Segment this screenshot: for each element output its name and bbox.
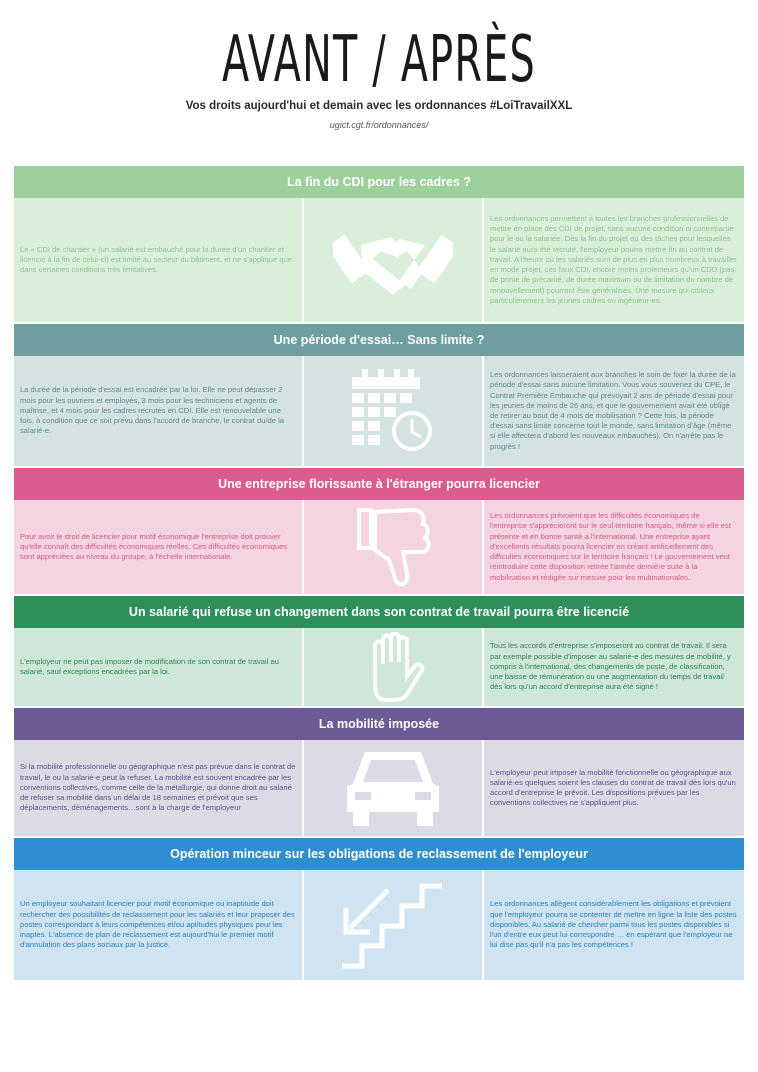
handshake-icon [304, 198, 482, 322]
section-title: Un salarié qui refuse un changement dans son contrat de travail pourra être licencié [14, 596, 744, 628]
after-text: L'employeur peut imposer la mobilité fonctionnelle ou géographique aux salarié-es quelques soient les clauses du contrat de travail dès lors qu'un accord d'entreprise le prévoit. Les dispositions prévues par les conventions collectives ne s'appliquent plus. [490, 767, 736, 808]
section-periode-essai [14, 324, 744, 466]
after-panel [484, 500, 744, 594]
before-text: Le « CDI de chantier » (un salarié est embauché pour la durée d'un chantier et licencié à la fin de celui-ci) est limité au secteur du bâtiment, et ne s'applique que dans certaines conditions très limitatives. [20, 244, 293, 275]
stairs-down-icon [304, 870, 482, 980]
after-text: Les ordonnances laisseraient aux branches le soin de fixer la durée de la période d'essai sans aucune limitation. Vous vous souvenez du CPE, le Contrat Première Embauche qui prévoyait 2 ans de période d'essai pour les jeunes de moins de 26 ans, et que le gouvernement avait été obligé de retirer au bout de 4 mois de mobilisation ? Cette fois, la période d'essai sans limite concerne tout le monde, sans limitation d'âge (même si elle affectera d'abord les nouveaux embauchés). On n'arrête pas le progrès ! [490, 370, 736, 451]
before-text: L'employeur ne peut pas imposer de modification de son contrat de travail au salarié, sauf exceptions encadrées par la loi. [20, 656, 279, 676]
source-url[interactable]: ugict.cgt.fr/ordonnances/ [329, 120, 429, 130]
before-text: Un employeur souhaitant licencier pour motif économique ou inaptitude doit rechercher des possibilités de reclassement pour les salariés et leur proposer des postes correspondant à leurs compétences et/ou aptitudes physiques pour les inaptes. L'absence de plan de reclassement est aujourd'hui le premier motif d'annulation des plans sociaux par la justice. [20, 899, 295, 950]
section-title: Une entreprise florissante à l'étranger pourra licencier [14, 468, 744, 500]
section-title: Une période d'essai… Sans limite ? [14, 324, 744, 356]
section-title: Opération minceur sur les obligations de reclassement de l'employeur [14, 838, 744, 870]
page-subtitle: Vos droits aujourd'hui et demain avec les ordonnances #LoiTravailXXL [185, 100, 573, 112]
after-panel [484, 356, 744, 466]
car-icon [304, 740, 482, 836]
section-reclassement [14, 838, 744, 980]
before-panel [14, 356, 302, 466]
before-text: La durée de la période d'essai est encadrée par la loi. Elle ne peut dépasser 2 mois pour les ouvriers et employés, 3 mois pour les techniciens et agents de maîtrise, et 4 mois pour les cadres recrutés en CDI. Elle est renouvelable une fois, à condition que ce soit prévu dans l'accord de branche, le contrat du/de la salarié-e. [20, 385, 285, 436]
after-panel [484, 740, 744, 836]
before-panel [14, 870, 302, 980]
section-title: La fin du CDI pour les cadres ? [14, 166, 744, 198]
thumbs-down-icon [304, 500, 482, 594]
page-header [0, 0, 758, 150]
after-text: Les ordonnances allègent considérablement les obligations et prévoient que l'employeur pourra se contenter de mettre en ligne la liste des postes disponibles. Au salarié de chercher parmi tous les postes disponibles si l'un d'entre eux peut lui correspondre … en espérant que l'employeur ne lui dise pas qu'il n'a pas les compétences ! [490, 899, 737, 950]
before-text: Pour avoir le droit de licencier pour motif économique l'entreprise doit prouver qu'elle connaît des difficultés économiques réelles. Ces difficultés économiques sont appréciées au niveau du groupe, à l'échelle internationale. [20, 531, 288, 562]
section-title: La mobilité imposée [14, 708, 744, 740]
after-panel [484, 870, 744, 980]
after-panel [484, 628, 744, 706]
before-panel [14, 628, 302, 706]
section-refus-changement-contrat [14, 596, 744, 706]
after-text: Les ordonnances permettent à toutes les branches professionnelles de mettre en place des CDI de projet, sans aucune condition ni contrepartie pour le ou la salariée. Dès la fin du projet ou des tâches pour lesquelles le salarié aura été recruté, l'employeur pourra mettre fin au contrat de travail. A l'heure où les salariés sont de plus en plus nombreux à travailler en mode projet, ces faux CDI, encore moins protecteurs qu'un CDD (pas de prime de précarité, de durée maximum ou de limitation du nombre de renouvellement) pourront être généralisés. Une mesure qui ciblera particulièrement les jeunes cadres ou ingénieur-es. [490, 214, 737, 305]
section-mobilite [14, 708, 744, 836]
before-panel [14, 500, 302, 594]
before-text: Si la mobilité professionnelle ou géographique n'est pas prévue dans le contrat de travail, le ou la salarié-e peut la refuser. La mobilité est souvent encadrée par les conventions collectives, comme celle de la métallurgie, qui donne droit au salarié de refuser sa mobilité dans un délai de 18 semaines et prévoit que ses déplacements, déménagements…sont à la charge de l'employeur [20, 762, 296, 813]
page-title: AVANT / APRÈS [222, 23, 536, 97]
calendar-clock-icon [304, 356, 482, 466]
hand-stop-icon [304, 628, 482, 706]
after-panel [484, 198, 744, 322]
section-cdi [14, 166, 744, 322]
after-text: Tous les accords d'entreprise s'imposeront au contrat de travail. Il sera par exemple possible d'imposer au salarié-e des mesures de mobilité, y compris à l'international, des changements de poste, de classification, une baisse de rémunération ou une augmentation du temps de travail dès lors qu'un accord d'entreprise aura été signé ! [490, 641, 731, 692]
before-panel [14, 740, 302, 836]
section-licenciement-economique [14, 468, 744, 594]
after-text: Les ordonnances prévoient que les difficultés économiques de l'entreprise s'apprécieront sur le seul territoire français, même si elle est présente et en bonne santé à l'international. Une entreprise ayant d'excellents résultats pourra licencier en créant artificiellement des difficultés économiques sur le territoire français ! Le gouvernement veut réintroduire cette disposition retirée l'année dernière suite à la mobilisation et rédigée sur mesure pour les multinationales. [490, 511, 731, 582]
before-panel [14, 198, 302, 322]
